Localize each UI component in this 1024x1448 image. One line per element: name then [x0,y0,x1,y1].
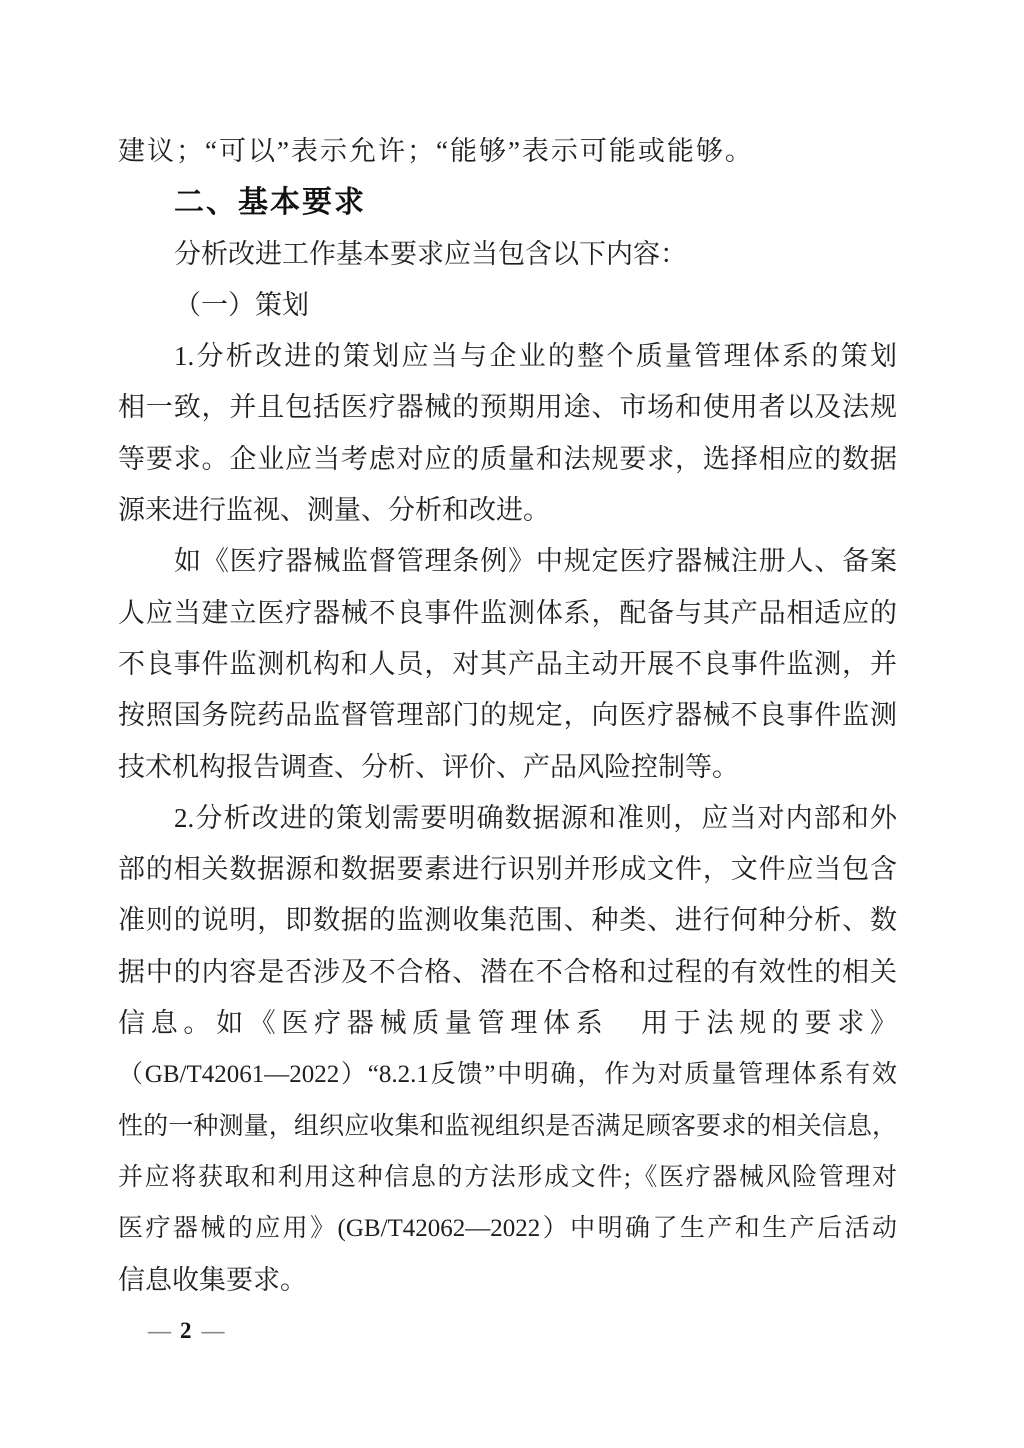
document-line: 准则的说明，即数据的监测收集范围、种类、进行何种分析、数 [118,905,897,936]
page-number: 2 [180,1318,192,1343]
document-line: 并应将获取和利用这种信息的方法形成文件;《医疗器械风险管理对 [118,1163,897,1191]
document-line: 医疗器械的应用》(GB/T42062—2022）中明确了生产和生产后活动 [118,1215,897,1243]
document-line: 据中的内容是否涉及不合格、潜在不合格和过程的有效性的相关 [118,956,897,987]
document-line: 不良事件监测机构和人员，对其产品主动开展不良事件监测，并 [118,648,897,679]
document-line: 性的一种测量，组织应收集和监视组织是否满足顾客要求的相关信息， [118,1112,897,1140]
document-line: 信息收集要求。 [118,1264,307,1295]
document-line: 如《医疗器械监督管理条例》中规定医疗器械注册人、备案 [174,546,897,577]
document-line: 按照国务院药品监督管理部门的规定，向医疗器械不良事件监测 [118,700,897,731]
subsection-heading: （一）策划 [174,289,309,320]
document-line: 技术机构报告调查、分析、评价、产品风险控制等。 [118,751,739,782]
document-line: 信息。如《医疗器械质量管理体系 用于法规的要求》 [118,1008,897,1039]
document-line: 2.分析改进的策划需要明确数据源和准则，应当对内部和外 [174,802,897,833]
page-footer [148,1316,224,1346]
document-text-block [118,126,897,1306]
document-line: 1.分析改进的策划应当与企业的整个质量管理体系的策划 [174,341,897,372]
document-line: 人应当建立医疗器械不良事件监测体系，配备与其产品相适应的 [118,597,897,628]
footer-right-dash: — [201,1318,224,1343]
document-line: 源来进行监视、测量、分析和改进。 [118,495,550,526]
document-line: （GB/T42061—2022）“8.2.1反馈”中明确，作为对质量管理体系有效 [118,1061,897,1089]
footer-left-dash: — [148,1318,170,1343]
document-line: 相一致，并且包括医疗器械的预期用途、市场和使用者以及法规 [118,392,897,423]
document-line: 建议；“可以”表示允许；“能够”表示可能或能够。 [118,136,754,166]
document-line: 等要求。企业应当考虑对应的质量和法规要求，选择相应的数据 [118,443,897,474]
document-line: 部的相关数据源和数据要素进行识别并形成文件，文件应当包含 [118,854,897,885]
document-line: 分析改进工作基本要求应当包含以下内容： [174,238,687,269]
section-heading: 二、基本要求 [174,186,366,220]
